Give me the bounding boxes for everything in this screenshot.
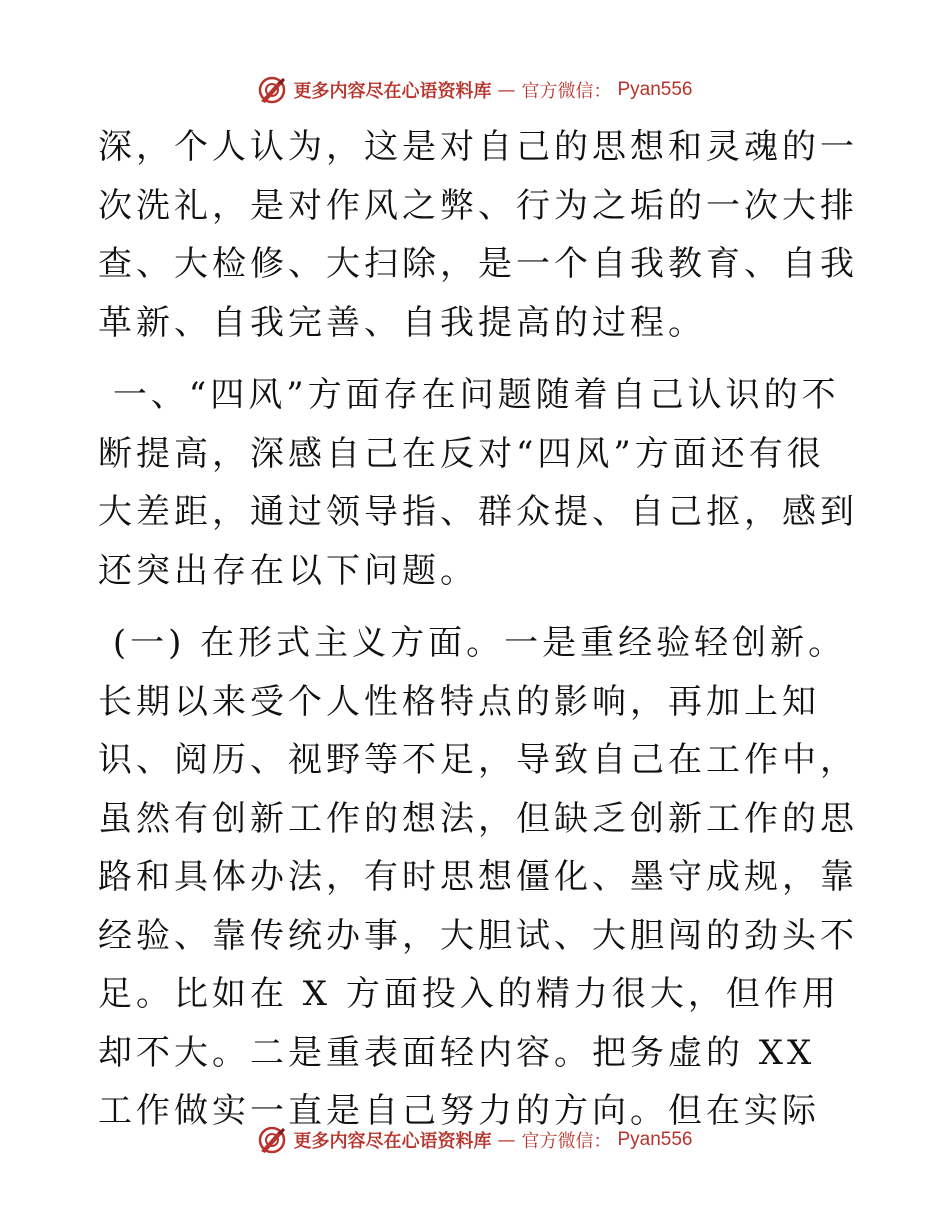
pen-logo-icon [257,75,287,105]
footer-wechat-id: Pyan556 [617,1129,693,1150]
header-separator: — [497,79,516,101]
footer-watermark [0,1120,950,1160]
footer-wechat-label: 官方微信： [521,1131,612,1152]
footer-separator: — [497,1129,516,1151]
paragraph-3: (一) 在形式主义方面。一是重经验轻创新。长期以来受个人性格特点的影响，再加上知识、阅历、视野等不足，导致自己在工作中，虽然有创新工作的想法，但缺乏创新工作的思路和具体办法，有时思想僵化、墨守成规，靠经验、靠传统办事，大胆试、大胆闯的劲头不足。比如在 X 方面投入的精力很大，但作用却不大。二是重表面轻内容。把务虚的 XX 工作做实一直是自己努力的方向。但在实际 [98,623,858,1131]
header-wechat-id: Pyan556 [617,79,693,100]
paragraph-1: 深，个人认为，这是对自己的思想和灵魂的一次洗礼，是对作风之弊、行为之垢的一次大排查、大检修、大扫除，是一个自我教育、自我革新、自我完善、自我提高的过程。 [98,127,858,343]
header-brand-text: 更多内容尽在心语资料库 [293,81,492,102]
footer-brand-text: 更多内容尽在心语资料库 [293,1131,492,1152]
document-body [98,118,858,1141]
header-wechat-label: 官方微信： [521,81,612,102]
pen-logo-icon [257,1125,287,1155]
paragraph-2: 一、“四风”方面存在问题随着自己认识的不断提高，深感自己在反对“四风”方面还有很大差距，通过领导指、群众提、自己抠，感到还突出存在以下问题。 [98,375,858,591]
header-watermark [0,70,950,110]
